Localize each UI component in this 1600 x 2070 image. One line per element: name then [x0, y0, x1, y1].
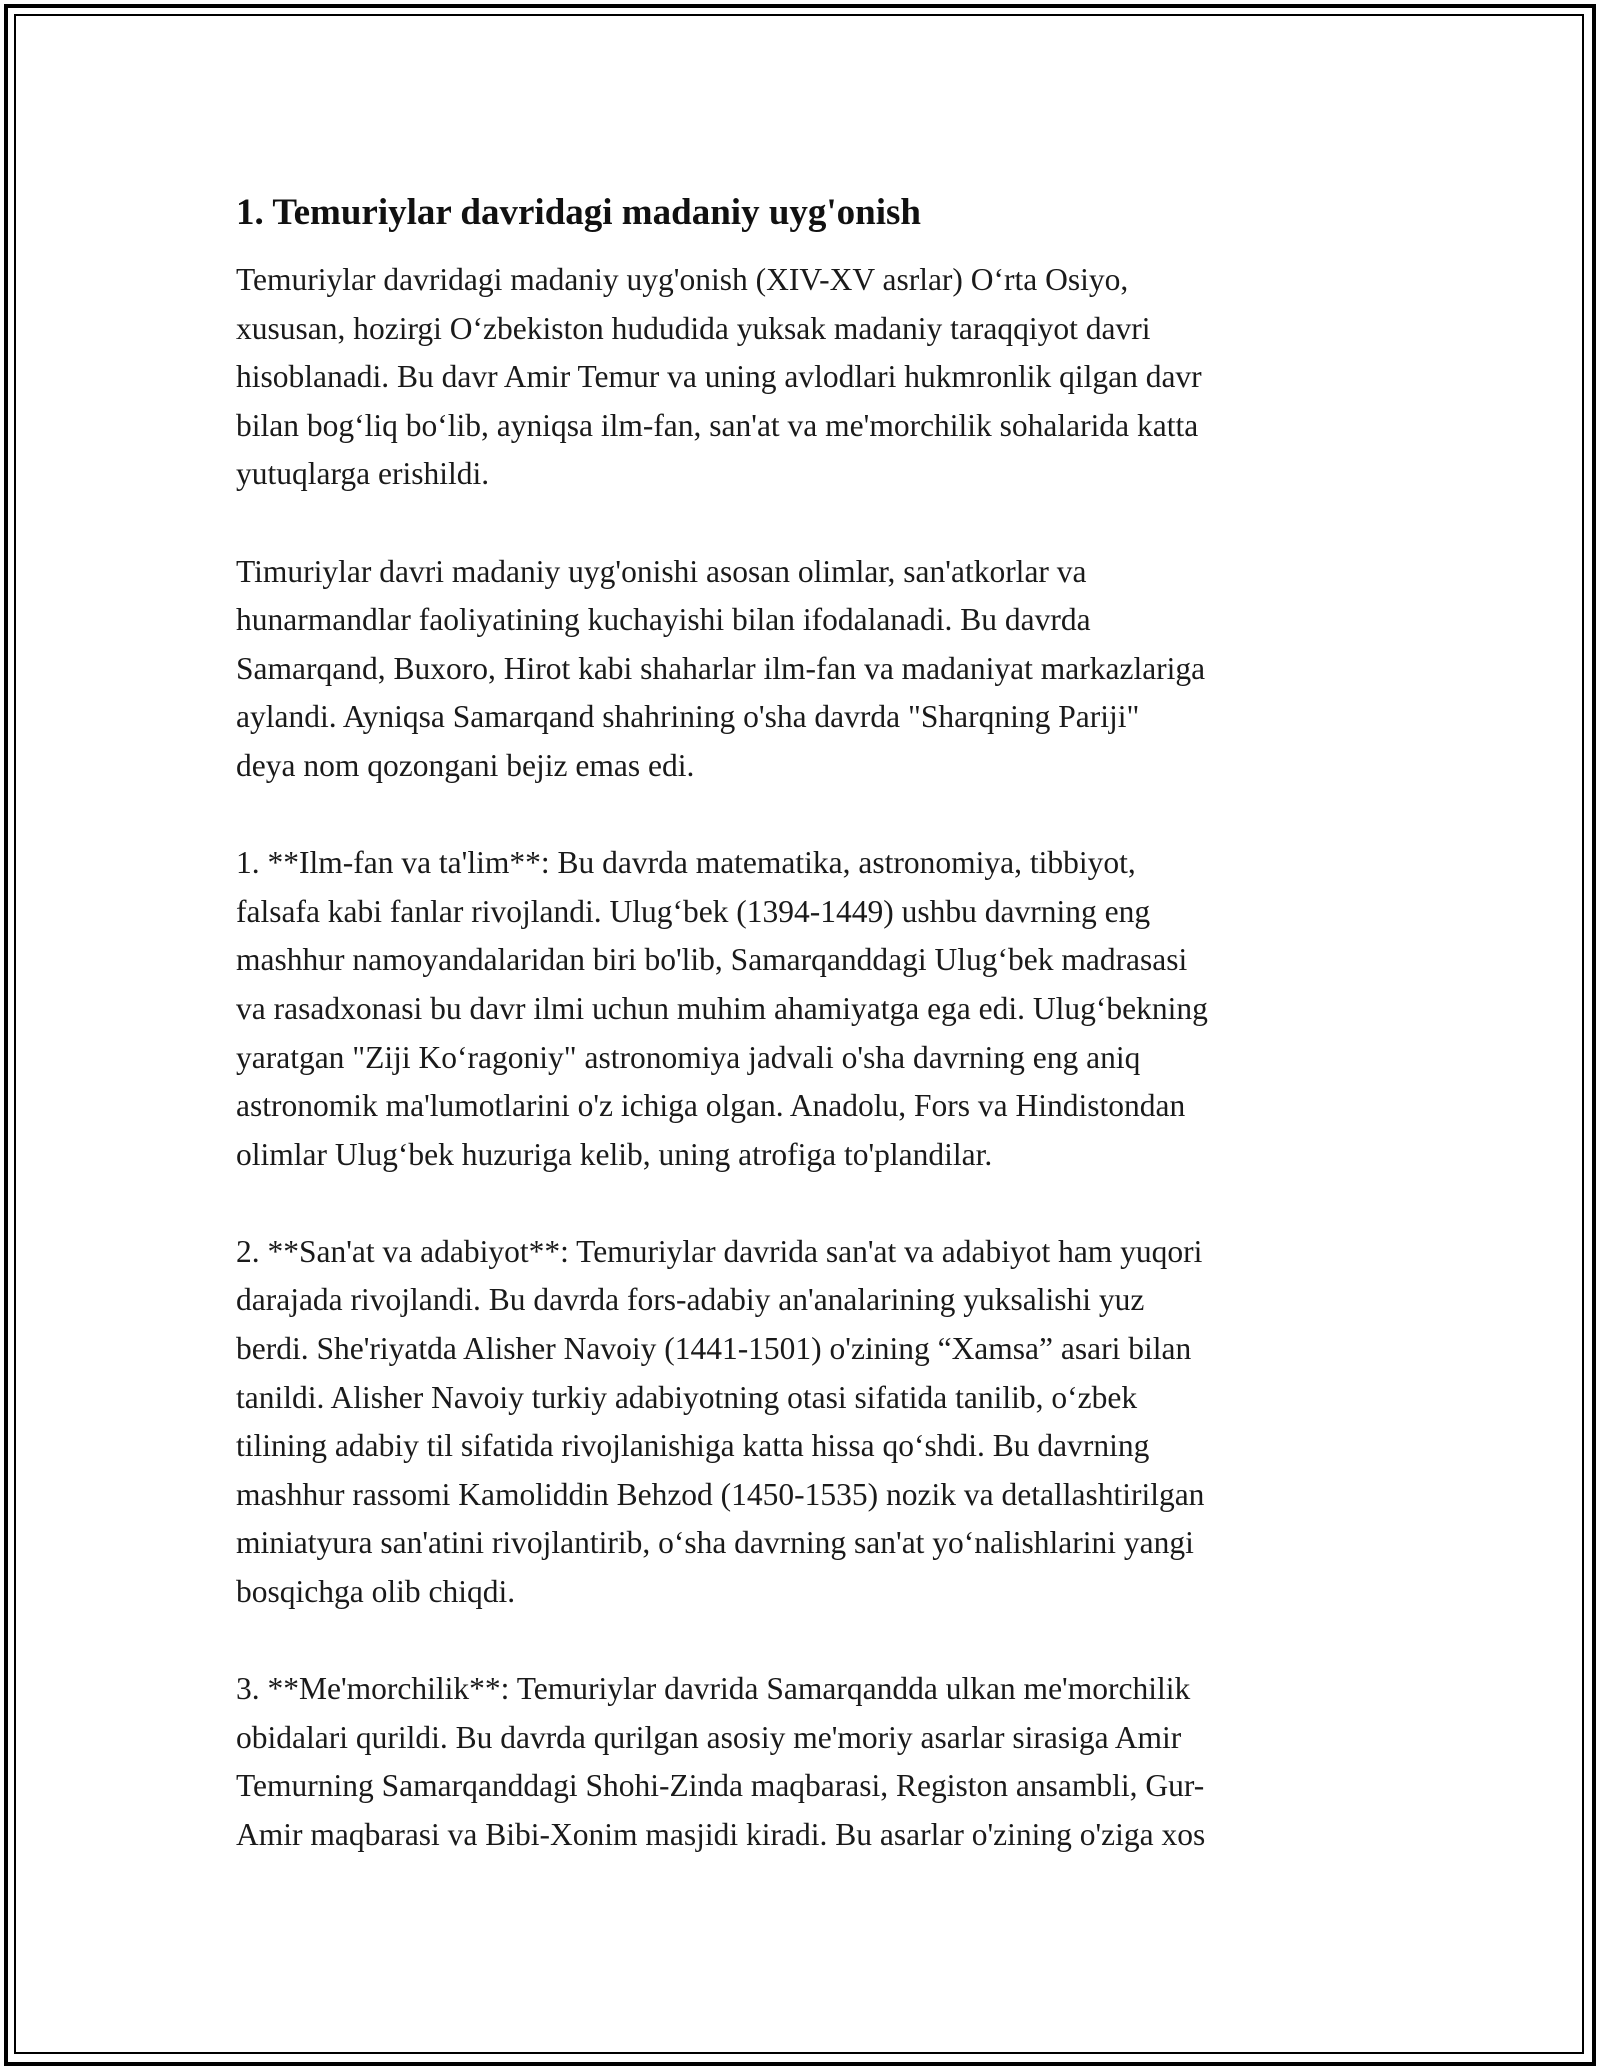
text-line: aylandi. Ayniqsa Samarqand shahrining o'sha davrda "Sharqning Pariji"	[236, 699, 1140, 735]
text-line: bilan bog‘liq bo‘lib, ayniqsa ilm-fan, san'at va me'morchilik sohalarida katta	[236, 407, 1199, 443]
text-line: Amir maqbarasi va Bibi-Xonim masjidi kiradi. Bu asarlar o'zining o'ziga xos	[236, 1817, 1206, 1852]
text-line: obidalari qurildi. Bu davrda qurilgan asosiy me'moriy asarlar sirasiga Amir	[236, 1719, 1182, 1755]
text-line: va rasadxonasi bu davr ilmi uchun muhim ahamiyatga ega edi. Ulug‘bekning	[236, 990, 1208, 1026]
text-line: mashhur namoyandalaridan biri bo'lib, Samarqanddagi Ulug‘bek madrasasi	[236, 942, 1188, 978]
text-line: bosqichga olib chiqdi.	[236, 1574, 516, 1610]
text-line: Temurning Samarqanddagi Shohi-Zinda maqbarasi, Registon ansambli, Gur-	[236, 1768, 1205, 1804]
text-line: Samarqand, Buxoro, Hirot kabi shaharlar ilm-fan va madaniyat markazlariga	[236, 650, 1206, 686]
text-line: xususan, hozirgi O‘zbekiston hududida yuksak madaniy taraqqiyot davri	[236, 310, 1151, 346]
text-line: tilining adabiy til sifatida rivojlanishiga katta hissa qo‘shdi. Bu davrning	[236, 1428, 1150, 1464]
text-line: astronomik ma'lumotlarini o'z ichiga olgan. Anadolu, Fors va Hindistondan	[236, 1088, 1186, 1124]
text-line: Temuriylar davridagi madaniy uyg'onish (XIV-XV asrlar) O‘rta Osiyo,	[236, 262, 1129, 297]
text-line: hunarmandlar faoliyatining kuchayishi bilan ifodalanadi. Bu davrda	[236, 602, 1091, 638]
text-line: 1. **Ilm-fan va ta'lim**: Bu davrda matematika, astronomiya, tibbiyot,	[236, 845, 1136, 881]
text-line: yutuqlarga erishildi.	[236, 456, 490, 492]
paragraph-architecture	[236, 1665, 1372, 1859]
text-line: tanildi. Alisher Navoiy turkiy adabiyotning otasi sifatida tanilib, o‘zbek	[236, 1379, 1138, 1415]
text-line: yaratgan "Ziji Ko‘ragoniy" astronomiya jadvali o'sha davrning eng aniq	[236, 1039, 1141, 1075]
text-line: miniatyura san'atini rivojlantirib, o‘sha davrning san'at yo‘nalishlarini yangi	[236, 1525, 1194, 1561]
text-line: darajada rivojlandi. Bu davrda fors-adabiy an'analarining yuksalishi yuz	[236, 1282, 1145, 1318]
document-title: 1. Temuriylar davridagi madaniy uyg'onish	[236, 192, 922, 233]
text-line: berdi. She'riyatda Alisher Navoiy (1441-1501) o'zining “Xamsa” asari bilan	[236, 1331, 1192, 1367]
text-line: Timuriylar davri madaniy uyg'onishi asosan olimlar, san'atkorlar va	[236, 553, 1087, 589]
paragraph-intro	[236, 256, 1372, 499]
text-line: 3. **Me'morchilik**: Temuriylar davrida Samarqandda ulkan me'morchilik	[236, 1671, 1191, 1707]
paragraph-art-literature	[236, 1228, 1372, 1617]
paragraph-science-education	[236, 839, 1372, 1179]
text-line: deya nom qozongani bejiz emas edi.	[236, 747, 695, 783]
text-line: olimlar Ulug‘bek huzuriga kelib, uning atrofiga to'plandilar.	[236, 1136, 993, 1172]
text-line: 2. **San'at va adabiyot**: Temuriylar davrida san'at va adabiyot ham yuqori	[236, 1233, 1203, 1269]
text-line: mashhur rassomi Kamoliddin Behzod (1450-1535) nozik va detallashtirilgan	[236, 1476, 1205, 1512]
document-page	[236, 188, 1372, 1908]
text-line: falsafa kabi fanlar rivojlandi. Ulug‘bek (1394-1449) ushbu davrning eng	[236, 893, 1151, 929]
paragraph-overview	[236, 548, 1372, 791]
text-line: hisoblanadi. Bu davr Amir Temur va uning avlodlari hukmronlik qilgan davr	[236, 359, 1202, 395]
